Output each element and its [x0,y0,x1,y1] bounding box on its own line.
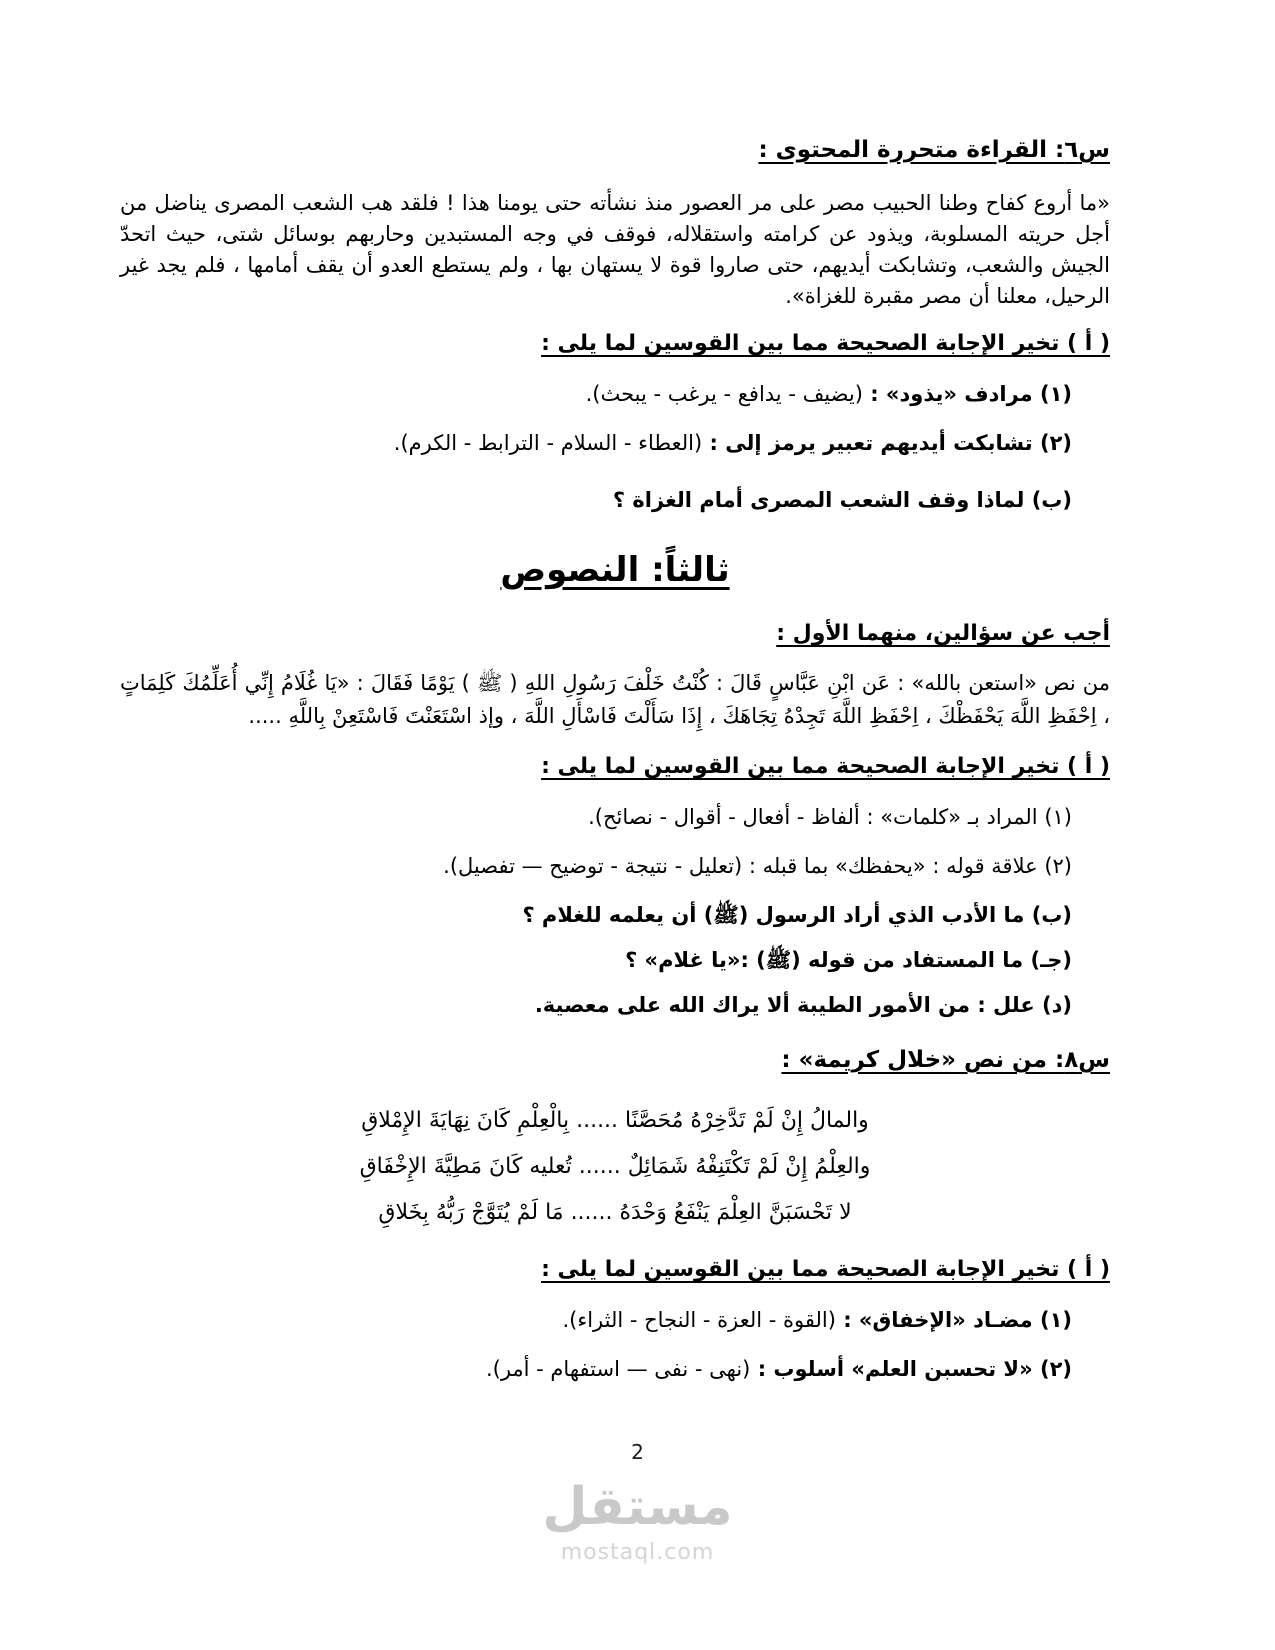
q7-hadith-text: من نص «استعن بالله» : عَن ابْنِ عَبَّاسٍ قَالَ : كُنْتُ خَلْفَ رَسُولِ اللهِ ( ﷺ ) يَوْمًا فَقَالَ : «يَا غُلَامُ إِنِّي أُعَلِّمُكَ كَلِمَاتٍ ، اِحْفَظِ اللَّهَ يَحْفَظْكَ ، اِحْفَظِ اللَّهَ تَجِدْهُ تِجَاهَكَ ، إِذَا سَأَلْتَ فَاسْأَلِ اللَّهَ ، وإذ اسْتَعَنْتَ فَاسْتَعِنْ بِاللَّهِ ..... [120,671,1110,728]
watermark-url: mostaql.com [560,1540,715,1565]
q6-item-1-options: (يضيف - يدافع - يرغب - يبحث). [585,382,863,406]
watermark [0,1478,1275,1565]
q8-item-2-label: (٢) «لا تحسبن العلم» أسلوب : [750,1357,1072,1381]
poem-verse-2: والعِلْمُ إِنْ لَمْ تَكْتَنِفْهُ شَمَائِلٌ ...... تُعليه كَانَ مَطِيَّةَ الإِخْفَاقِ [359,1154,871,1179]
q6-item-2-options: (العطاء - السلام - الترابط - الكرم). [393,431,703,455]
poem-verse-3: لا تَحْسَبَنَّ العِلْمَ يَنْفَعُ وَحْدَهُ ...... مَا لَمْ يُتَوَّجْ رَبُّهُ بِخَلاقِ [378,1200,852,1225]
q7-item-1 [120,802,1110,833]
q7-item-2 [120,851,1110,882]
q6-question-b: (ب) لماذا وقف الشعب المصرى أمام الغزاة ؟ [612,488,1072,512]
page-number: 2 [631,1440,644,1464]
q8-item-1-label: (١) مضـاد «الإخفاق» : [835,1308,1072,1332]
q6-choose-heading: ( أ ) تخير الإجابة الصحيحة مما بين القوسين لما يلى : [541,331,1110,356]
q7-question-c: (جـ) ما المستفاد من قوله (ﷺ) :«يا غلام» ؟ [625,948,1072,972]
q8-item-1-options: (القوة - العزة - النجاح - الثراء). [562,1308,836,1332]
q6-heading: س٦: القراءة متحررة المحتوى : [758,137,1110,163]
q8-item-1 [120,1305,1110,1336]
q8-heading: س٨: من نص «خلال كريمة» : [781,1047,1110,1073]
q6-item-1 [120,379,1110,410]
q8-item-2-options: (نهى - نفى — استفهام - أمر). [485,1357,751,1381]
poem-verse-1: والمالُ إِنْ لَمْ تَدَّخِرْهُ مُحَصَّنًا ...... بِالْعِلْمِ كَانَ نِهَايَةَ الإِمْلاقِ [361,1108,869,1133]
q7-choose-heading: ( أ ) تخير الإجابة الصحيحة مما بين القوسين لما يلى : [541,754,1110,779]
q7-question-d: (د) علل : من الأمور الطيبة ألا يراك الله على معصية. [534,993,1072,1017]
q8-choose-heading: ( أ ) تخير الإجابة الصحيحة مما بين القوسين لما يلى : [541,1257,1110,1282]
q6-reading-passage: «ما أروع كفاح وطنا الحبيب مصر على مر العصور منذ نشأته حتى يومنا هذا ! فلقد هب الشعب المصرى يناضل من أجل حريته المسلوبة، ويذود عن كرامته واستقلاله، فوقف في وجه المستبدين وحاربهم بوسائل شتى، حيث اتحدّ الجيش والشعب، وتشابكت أيديهم، حتى صاروا قوة لا يستهان بها ، ولم يستطع العدو أن يقف أمامها ، فلم يجد غير الرحيل، معلنا أن مصر مقبرة للغزاة». [120,191,1110,308]
q7-item-2-options: (٢) علاقة قوله : «يحفظك» بما قبله : (تعليل - نتيجة - توضيح — تفصيل). [443,854,1072,878]
q7-question-b: (ب) ما الأدب الذي أراد الرسول (ﷺ) أن يعلمه للغلام ؟ [522,903,1072,927]
q8-poem [120,1098,1110,1236]
q6-item-2 [120,428,1110,459]
section-third-heading: ثالثاً: النصوص [500,550,730,590]
q8-item-2 [120,1354,1110,1385]
q6-item-1-label: (١) مرادف «يذود» : [862,382,1072,406]
q7-item-1-options: (١) المراد بـ «كلمات» : ألفاظ - أفعال - أقوال - نصائح). [588,805,1072,829]
section-third-subtitle: أجب عن سؤالين، منهما الأول : [776,621,1110,646]
watermark-logo: مستقل [542,1477,733,1537]
q6-item-2-label: (٢) تشابكت أيديهم تعبير يرمز إلى : [702,431,1072,455]
